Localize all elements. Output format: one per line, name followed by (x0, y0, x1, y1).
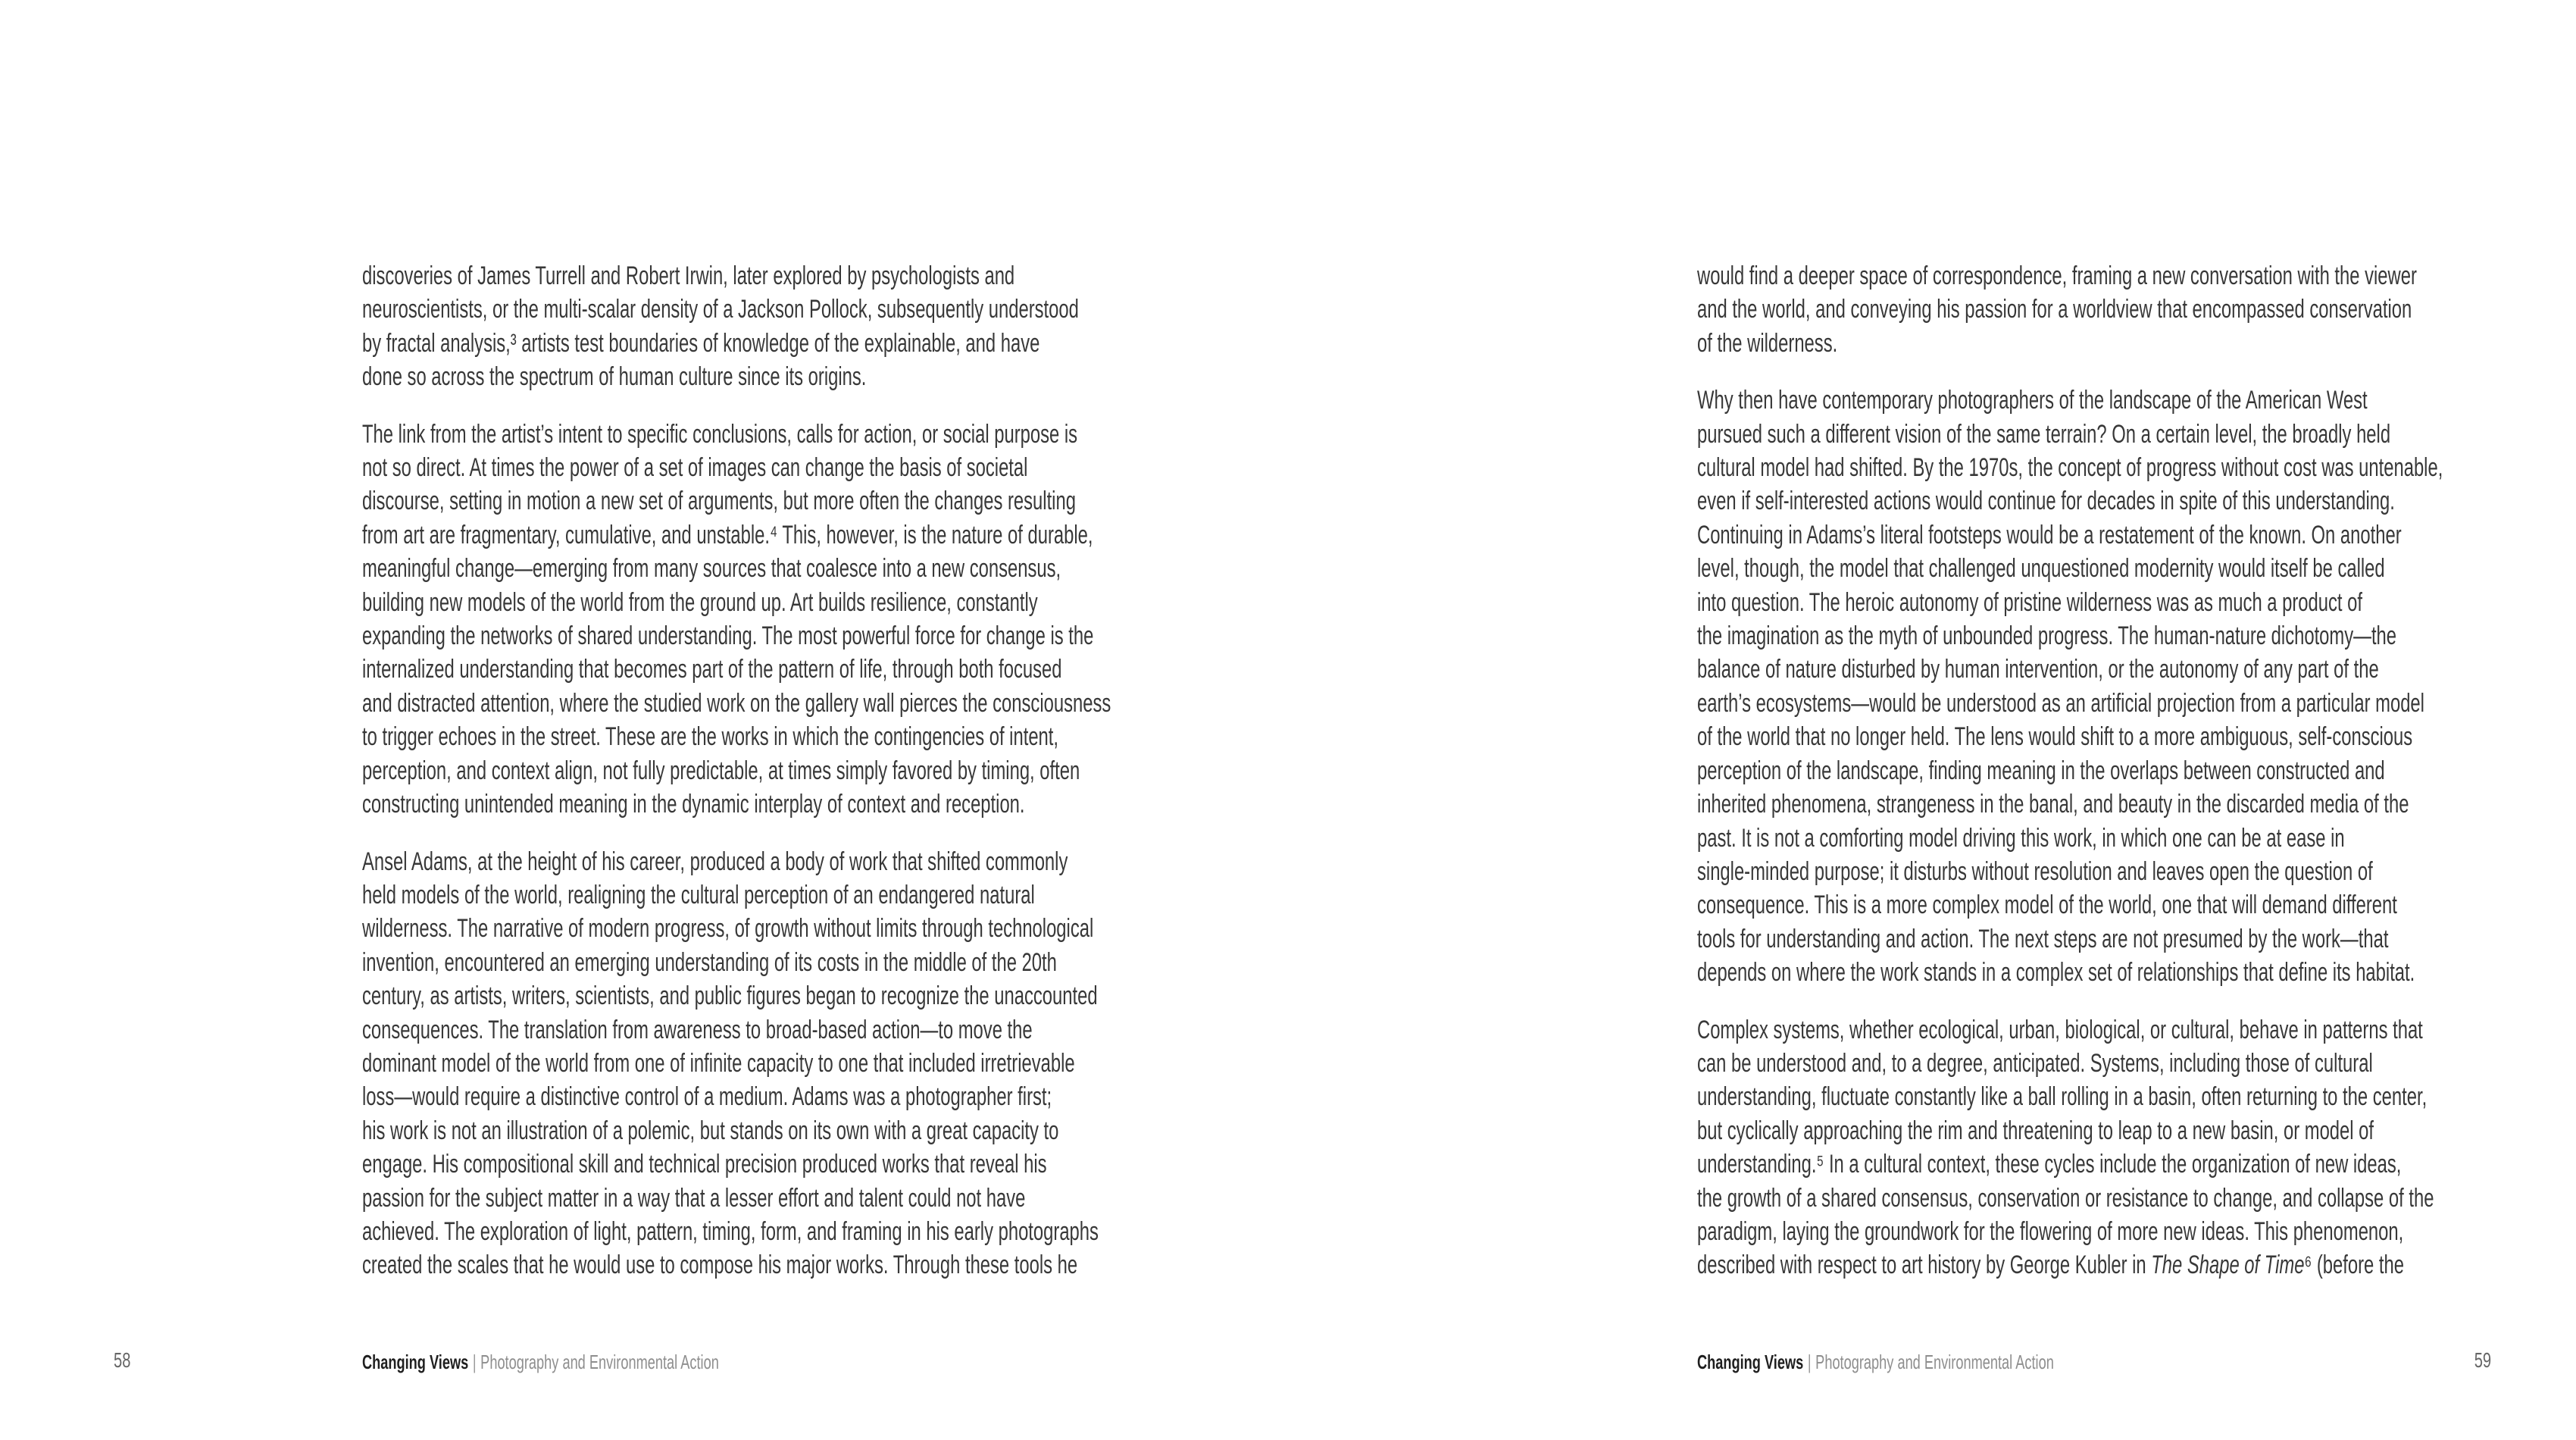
running-footer-subtitle: Photography and Environmental Action (1815, 1351, 2054, 1373)
paragraph (362, 845, 1154, 1282)
text-line: discoveries of James Turrell and Robert Irwin, later explored by psychologists and (362, 261, 1015, 290)
left-page-number: 58 (114, 1348, 131, 1372)
text-line: consequence. This is a more complex model of the world, one that will demand different (1697, 891, 2397, 920)
text-line: The link from the artist’s intent to specific conclusions, calls for action, or social purpose is (362, 419, 1078, 449)
text-line: engage. His compositional skill and technical precision produced works that reveal his (362, 1150, 1047, 1179)
text-line: expanding the networks of shared understanding. The most powerful force for change is the (362, 621, 1094, 651)
text-line: his work is not an illustration of a polemic, but stands on its own with a great capacity to (362, 1116, 1059, 1145)
text-line: single-minded purpose; it disturbs without resolution and leaves open the question of (1697, 856, 2373, 886)
text-line: not so direct. At times the power of a set of images can change the basis of societal (362, 453, 1028, 483)
left-running-footer (362, 1350, 719, 1374)
text-line: dominant model of the world from one of infinite capacity to one that included irretrievable (362, 1048, 1075, 1078)
running-footer-separator: | (1807, 1351, 1812, 1373)
text-line: pursued such a different vision of the same terrain? On a certain level, the broadly held (1697, 419, 2391, 449)
text-line: Why then have contemporary photographers of the landscape of the American West (1697, 386, 2368, 415)
text-line: held models of the world, realigning the cultural perception of an endangered natural (362, 880, 1035, 909)
text-line: wilderness. The narrative of modern progress, of growth without limits through technological (362, 914, 1094, 944)
text-line: passion for the subject matter in a way that a lesser effort and talent could not have (362, 1183, 1026, 1213)
text-line: earth’s ecosystems—would be understood as an artificial projection from a particular model (1697, 688, 2424, 718)
text-line: past. It is not a comforting model driving this work, in which one can be at ease in (1697, 823, 2345, 853)
right-page-number: 59 (2474, 1348, 2491, 1372)
text-line: by fractal analysis,³ artists test boundaries of knowledge of the explainable, and have (362, 328, 1040, 358)
text-line: described with respect to art history by George Kubler in The Shape of Time⁶ (before the (1697, 1251, 2404, 1280)
running-footer-title: Changing Views (362, 1351, 469, 1373)
text-line: internalized understanding that becomes part of the pattern of life, through both focused (362, 655, 1062, 684)
paragraph (1697, 259, 2489, 360)
text-line: level, though, the model that challenged unquestioned modernity would itself be called (1697, 554, 2385, 584)
text-line: to trigger echoes in the street. These are the works in which the contingencies of intent, (362, 722, 1059, 752)
text-line: inherited phenomena, strangeness in the banal, and beauty in the discarded media of the (1697, 790, 2409, 819)
text-line: understanding, fluctuate constantly like a ball rolling in a basin, often returning to the center, (1697, 1082, 2428, 1112)
text-line: can be understood and, to a degree, anticipated. Systems, including those of cultural (1697, 1048, 2373, 1078)
text-line: Continuing in Adams’s literal footsteps would be a restatement of the known. On another (1697, 520, 2402, 549)
text-line: discourse, setting in motion a new set of arguments, but more often the changes resulting (362, 487, 1076, 516)
text-line: the growth of a shared consensus, conservation or resistance to change, and collapse of the (1697, 1183, 2434, 1213)
text-line: loss—would require a distinctive control of a medium. Adams was a photographer first; (362, 1082, 1052, 1112)
text-line: into question. The heroic autonomy of pristine wilderness was as much a product of (1697, 587, 2362, 617)
text-line: constructing unintended meaning in the dynamic interplay of context and reception. (362, 790, 1025, 819)
text-line: century, as artists, writers, scientists, and public figures began to recognize the unaccounted (362, 981, 1098, 1011)
text-line: cultural model had shifted. By the 1970s, the concept of progress without cost was untenable, (1697, 453, 2443, 483)
paragraph (362, 259, 1154, 394)
text-line: Ansel Adams, at the height of his career, produced a body of work that shifted commonly (362, 847, 1068, 876)
text-line: but cyclically approaching the rim and threatening to leap to a new basin, or model of (1697, 1116, 2374, 1145)
text-line: would find a deeper space of correspondence, framing a new conversation with the viewer (1697, 261, 2417, 290)
paragraph (1697, 1013, 2489, 1282)
text-line: done so across the spectrum of human culture since its origins. (362, 362, 867, 392)
text-line: perception, and context align, not fully predictable, at times simply favored by timing, often (362, 756, 1080, 785)
right-page-text-column (1697, 259, 2489, 1306)
text-line: the imagination as the myth of unbounded progress. The human-nature dichotomy—the (1697, 621, 2397, 651)
text-line: consequences. The translation from awareness to broad-based action—to move the (362, 1015, 1033, 1044)
text-line: understanding.⁵ In a cultural context, these cycles include the organization of new ideas, (1697, 1150, 2402, 1179)
text-line: neuroscientists, or the multi-scalar density of a Jackson Pollock, subsequently understood (362, 295, 1079, 324)
paragraph (362, 418, 1154, 822)
text-line: and the world, and conveying his passion for a worldview that encompassed conservation (1697, 295, 2412, 324)
text-line: paradigm, laying the groundwork for the flowering of more new ideas. This phenomenon, (1697, 1216, 2404, 1246)
running-footer-subtitle: Photography and Environmental Action (480, 1351, 719, 1373)
left-page-text-column (362, 259, 1154, 1306)
text-line: Complex systems, whether ecological, urban, biological, or cultural, behave in patterns that (1697, 1015, 2423, 1044)
text-line: of the wilderness. (1697, 328, 1838, 358)
text-line: meaningful change—emerging from many sources that coalesce into a new consensus, (362, 554, 1061, 584)
text-line: achieved. The exploration of light, pattern, timing, form, and framing in his early photographs (362, 1216, 1099, 1246)
running-footer-separator: | (472, 1351, 477, 1373)
text-line: of the world that no longer held. The lens would shift to a more ambiguous, self-conscious (1697, 722, 2413, 752)
text-line: building new models of the world from the ground up. Art builds resilience, constantly (362, 587, 1038, 617)
text-line: from art are fragmentary, cumulative, and unstable.⁴ This, however, is the nature of durable, (362, 520, 1093, 549)
text-line: tools for understanding and action. The next steps are not presumed by the work—that (1697, 924, 2389, 953)
paragraph (1697, 383, 2489, 989)
text-line: created the scales that he would use to compose his major works. Through these tools he (362, 1251, 1078, 1280)
text-line: perception of the landscape, finding meaning in the overlaps between constructed and (1697, 756, 2385, 785)
text-line: and distracted attention, where the studied work on the gallery wall pierces the consciousness (362, 688, 1111, 718)
text-line: depends on where the work stands in a complex set of relationships that define its habitat. (1697, 958, 2415, 988)
right-running-footer (1697, 1350, 2054, 1374)
text-line: invention, encountered an emerging understanding of its costs in the middle of the 20th (362, 947, 1057, 977)
running-footer-title: Changing Views (1697, 1351, 1804, 1373)
text-line: even if self-interested actions would continue for decades in spite of this understanding. (1697, 487, 2395, 516)
text-line: balance of nature disturbed by human intervention, or the autonomy of any part of the (1697, 655, 2379, 684)
